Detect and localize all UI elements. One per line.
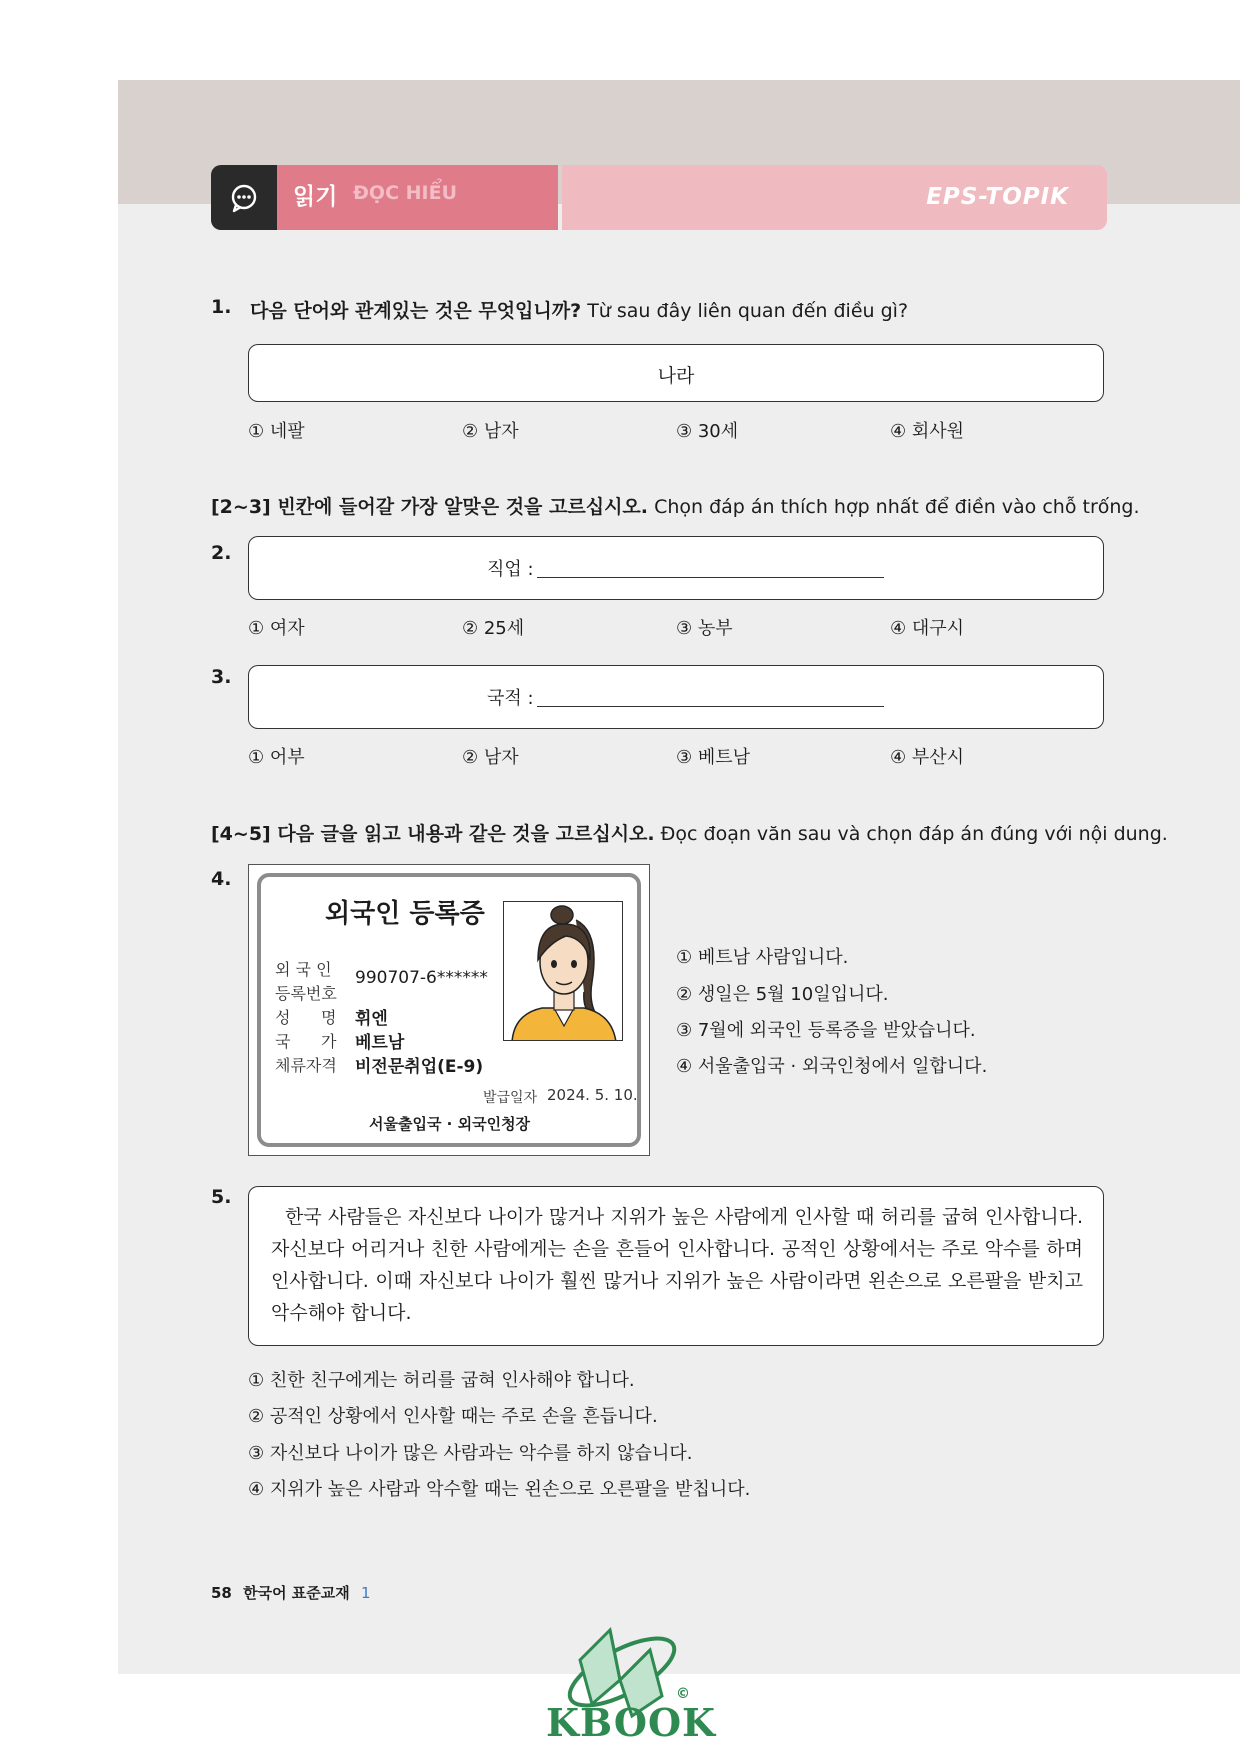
q1-option-3[interactable]: ③ 30세 [676,421,739,442]
q4-option-4[interactable]: ④ 서울출입국 · 외국인청에서 일합니다. [676,1056,988,1077]
header-title-box [277,165,558,230]
card-reg-label-1: 외 국 인 [275,960,332,979]
q2-option-4[interactable]: ④ 대구시 [890,618,965,639]
book-volume: 1 [361,1584,371,1602]
q3-option-3[interactable]: ③ 베트남 [676,747,751,768]
q2-box [248,536,1104,600]
q1-option-2[interactable]: ② 남자 [462,421,519,442]
q3-option-1[interactable]: ① 어부 [248,747,305,768]
q1-number: 1. [211,296,232,318]
q5-option-2[interactable]: ② 공적인 상황에서 인사할 때는 주로 손을 흔듭니다. [248,1406,658,1427]
section-2-3-instruction [211,492,1140,519]
q5-option-4[interactable]: ④ 지위가 높은 사람과 악수할 때는 왼손으로 오른팔을 받칩니다. [248,1479,751,1500]
q3-option-2[interactable]: ② 남자 [462,747,519,768]
q4-option-1[interactable]: ① 베트남 사람입니다. [676,947,849,968]
registration-card [257,873,641,1147]
q5-passage: 한국 사람들은 자신보다 나이가 많거나 지위가 높은 사람에게 인사할 때 허리를 굽혀 인사합니다. 자신보다 어리거나 친한 사람에게는 손을 흔들어 인사합니다. 공적인 상황에서는 주로 악수를 하며 인사합니다. 이때 자신보다 나이가 훨씬 많거나 지위가 높은 사람이라면 왼손으로 오른팔을 받치고 악수해야 합니다. [271,1206,1083,1324]
q2-label: 직업 : [487,559,534,580]
card-status-label: 체류자격 [275,1056,337,1075]
page-footer [211,1582,371,1603]
q1-question-ko: 다음 단어와 관계있는 것은 무엇입니까? [250,300,582,322]
q4-option-2[interactable]: ② 생일은 5월 10일입니다. [676,984,889,1005]
q5-number: 5. [211,1186,232,1208]
section-4-5-instruction [211,819,1168,846]
card-issue-label: 발급일자 [483,1090,538,1106]
q5-option-1[interactable]: ① 친한 친구에게는 허리를 굽혀 인사해야 합니다. [248,1370,635,1391]
card-issue-value: 2024. 5. 10. [547,1086,638,1104]
card-title: 외국인 등록증 [325,899,485,929]
card-issuer: 서울출입국 · 외국인청장 [369,1115,531,1133]
q1-word: 나라 [657,365,695,387]
q3-label: 국적 : [487,688,534,709]
header-brand: EPS-TOPIK [926,184,1069,210]
q3-number: 3. [211,666,232,688]
watermark-text: KBOOK [546,1700,717,1745]
watermark-copyright: © [676,1686,690,1702]
section-4-5-instruction-vi: Đọc đoạn văn sau và chọn đáp án đúng với nội dung. [660,823,1168,845]
card-photo [503,901,623,1041]
q1-option-4[interactable]: ④ 회사원 [890,421,965,442]
card-name-label: 성 명 [275,1008,337,1027]
q1-option-1[interactable]: ① 네팔 [248,421,305,442]
chat-bubble-icon [229,183,259,213]
q5-passage-box [248,1186,1104,1346]
q2-number: 2. [211,542,232,564]
q4-number: 4. [211,868,232,890]
card-country-value: 베트남 [355,1033,405,1053]
q2-blank [537,577,884,578]
section-2-3-instruction-vi: Chọn đáp án thích hợp nhất để điền vào chỗ trống. [654,496,1140,518]
card-reg-value: 990707-6****** [355,968,488,988]
card-reg-label-2: 등록번호 [275,984,337,1003]
q2-option-2[interactable]: ② 25세 [462,618,525,639]
card-name-value: 휘엔 [355,1009,388,1029]
registration-card-frame [248,864,650,1156]
header-icon-box [211,165,277,230]
q2-option-1[interactable]: ① 여자 [248,618,305,639]
section-header [211,165,1107,230]
section-2-3-instruction-ko: [2~3] 빈칸에 들어갈 가장 알맞은 것을 고르십시오. [211,496,649,518]
q3-box [248,665,1104,729]
page-number: 58 [211,1584,232,1602]
q1-question-vi: Từ sau đây liên quan đến điều gì? [587,300,909,322]
q2-option-3[interactable]: ③ 농부 [676,618,733,639]
header-title-vi: ĐỌC HIỂU [353,182,458,204]
q4-option-3[interactable]: ③ 7월에 외국인 등록증을 받았습니다. [676,1020,976,1041]
q5-option-3[interactable]: ③ 자신보다 나이가 많은 사람과는 악수를 하지 않습니다. [248,1443,693,1464]
q1-word-box [248,344,1104,402]
book-title: 한국어 표준교재 [243,1584,350,1602]
section-4-5-instruction-ko: [4~5] 다음 글을 읽고 내용과 같은 것을 고르십시오. [211,823,655,845]
header-brand-box [562,165,1107,230]
q3-blank [537,706,884,707]
card-status-value: 비전문취업(E-9) [355,1057,484,1077]
q3-option-4[interactable]: ④ 부산시 [890,747,965,768]
header-title-ko: 읽기 [293,184,338,210]
card-country-label: 국 가 [275,1032,337,1051]
q1-question [250,296,908,323]
person-portrait-icon [504,902,623,1041]
